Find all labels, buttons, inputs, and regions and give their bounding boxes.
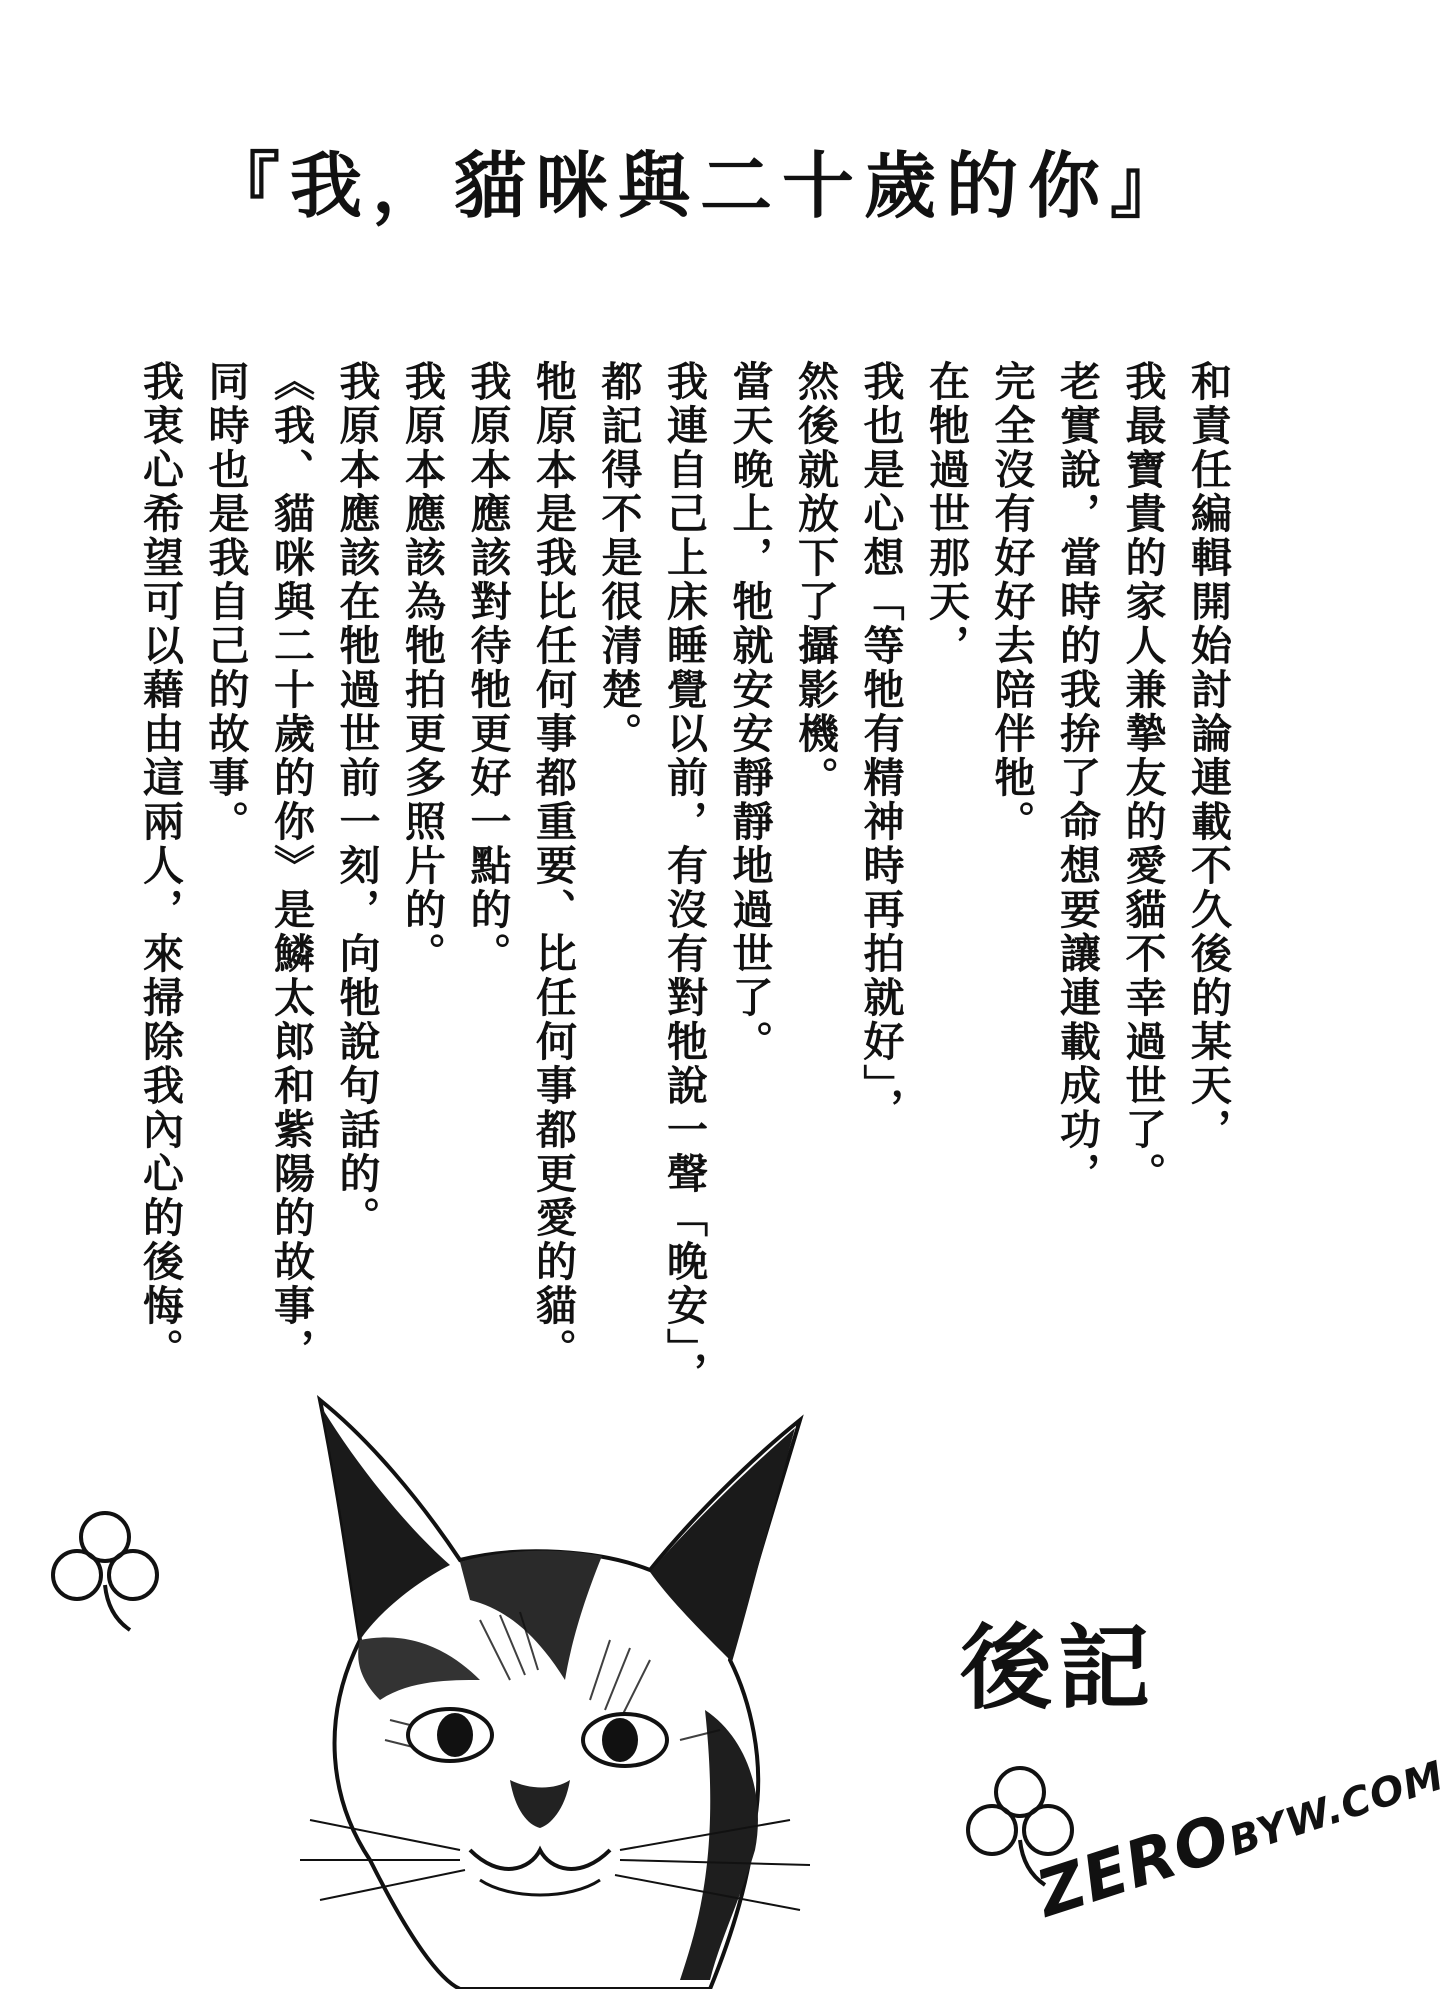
text-column: 當天晚上，牠就安安靜靜地過世了。 [725, 360, 774, 1064]
text-column: 我衷心希望可以藉由這兩人，來掃除我內心的後悔。 [136, 360, 184, 1372]
text-column: 我原本應該在牠過世前一刻，向牠說句話的。 [332, 360, 381, 1240]
text-column: 牠原本是我比任何事都重要、比任何事都更愛的貓。 [529, 360, 577, 1372]
afterword-heading: 後記 [960, 1615, 1157, 1722]
clover-icon [45, 1505, 165, 1635]
text-column: 我原本應該對待牠更好一點的。 [463, 360, 512, 976]
text-column: 我最寶貴的家人兼摯友的愛貓不幸過世了。 [1118, 360, 1167, 1196]
page-title: 『我，貓咪與二十歲的你』 [207, 144, 1192, 228]
text-column: 我原本應該為牠拍更多照片的。 [398, 360, 446, 976]
text-column: 完全沒有好好去陪伴牠。 [987, 360, 1036, 844]
text-column: 和責任編輯開始討論連載不久後的某天， [1184, 360, 1232, 1152]
text-column: 同時也是我自己的故事。 [201, 360, 250, 844]
text-column: 《我、貓咪與二十歲的你》是鱗太郎和紫陽的故事， [267, 360, 315, 1372]
text-column: 都記得不是很清楚。 [594, 360, 643, 756]
watermark-main: ZERO [1028, 1800, 1240, 1933]
text-column: 老實說，當時的我拚了命想要讓連載成功， [1053, 360, 1101, 1196]
text-column: 我也是心想「等牠有精神時再拍就好」， [856, 360, 905, 1132]
cat-illustration [210, 1380, 830, 1989]
watermark-domain: BYW.COM [1223, 1752, 1451, 1866]
watermark [1029, 1732, 1452, 1933]
text-column: 我連自己上床睡覺以前，有沒有對牠說一聲「晚安」， [660, 360, 708, 1396]
afterword-text [136, 360, 1240, 1396]
text-column: 然後就放下了攝影機。 [791, 360, 839, 800]
text-column: 在牠過世那天， [922, 360, 970, 668]
